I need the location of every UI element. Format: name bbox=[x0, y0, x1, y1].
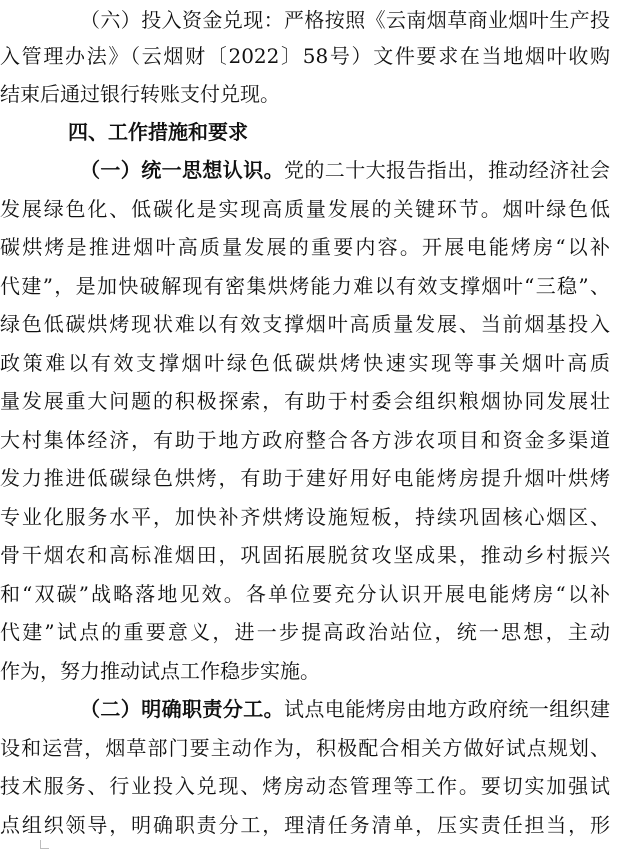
paragraph-lead-2: （二）明确职责分工。 bbox=[80, 697, 284, 721]
text-line-1: （六）投入资金兑现：严格按照《云南烟草商业烟叶生产投 bbox=[80, 8, 610, 32]
section-heading: 四、工作措施和要求 bbox=[68, 120, 248, 144]
text-line-20: 设和运营，烟草部门要主动作为，积极配合相关方做好试点规划、 bbox=[0, 736, 610, 760]
paragraph-lead-1: （一）统一思想认识。 bbox=[80, 158, 284, 182]
text-line-11: 量发展重大问题的积极探索，有助于村委会组织粮烟协同发展壮 bbox=[0, 389, 610, 413]
text-line-10: 政策难以有效支撑烟叶绿色低碳烘烤快速实现等事关烟叶高质 bbox=[0, 351, 610, 375]
crop-mark bbox=[40, 840, 49, 849]
text-line-5: （一）统一思想认识。党的二十大报告指出，推动经济社会 bbox=[40, 153, 610, 187]
text-line-3: 结束后通过银行转账支付兑现。 bbox=[0, 82, 280, 106]
text-line-6: 发展绿色化、低碳化是实现高质量发展的关键环节。烟叶绿色低 bbox=[0, 197, 610, 221]
text-line-18: 作为，努力推动试点工作稳步实施。 bbox=[0, 659, 320, 683]
text-line-8: 代建”，是加快破解现有密集烘烤能力难以有效支撑烟叶“三稳”、 bbox=[0, 274, 610, 298]
text-line-9: 绿色低碳烘烤现状难以有效支撑烟叶高质量发展、当前烟基投入 bbox=[0, 312, 610, 336]
text-line-15: 骨干烟农和高标准烟田，巩固拓展脱贫攻坚成果，推动乡村振兴 bbox=[0, 543, 610, 567]
text-line-16: 和“双碳”战略落地见效。各单位要充分认识开展电能烤房“以补 bbox=[0, 582, 610, 606]
text-line-7: 碳烘烤是推进烟叶高质量发展的重要内容。开展电能烤房“以补 bbox=[0, 235, 610, 259]
text-line-22: 点组织领导，明确职责分工，理清任务清单，压实责任担当，形 bbox=[0, 813, 610, 837]
text-line-2: 入管理办法》（云烟财〔2022〕58号）文件要求在当地烟叶收购 bbox=[0, 44, 610, 68]
text-line-13: 发力推进低碳绿色烘烤，有助于建好用好电能烤房提升烟叶烘烤 bbox=[0, 466, 610, 490]
text-line-19: （二）明确职责分工。试点电能烤房由地方政府统一组织建 bbox=[40, 692, 610, 726]
text-line-21: 技术服务、行业投入兑现、烤房动态管理等工作。要切实加强试 bbox=[0, 774, 610, 798]
text-line-12: 大村集体经济，有助于地方政府整合各方涉农项目和资金多渠道 bbox=[0, 428, 610, 452]
text-line-14: 专业化服务水平，加快补齐烘烤设施短板，持续巩固核心烟区、 bbox=[0, 505, 610, 529]
text-line-17: 代建”试点的重要意义，进一步提高政治站位，统一思想，主动 bbox=[0, 620, 610, 644]
